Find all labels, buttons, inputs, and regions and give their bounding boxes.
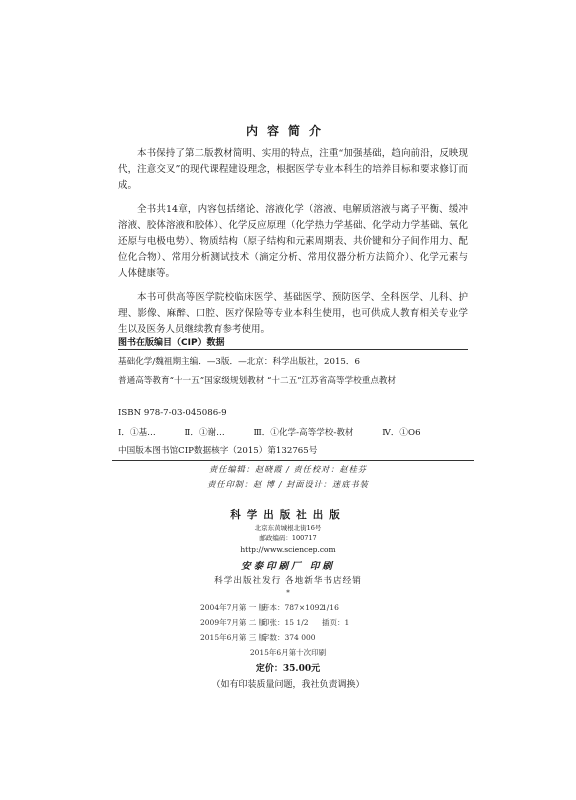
cip-isbn: ISBN 978-7-03-045086-9 [118, 408, 227, 418]
edition-row [200, 632, 400, 643]
edition-extra: 1/16 [322, 603, 339, 612]
edition-format: 字数：374 000 [262, 633, 316, 642]
publisher-postcode: 邮政编码：100717 [259, 534, 317, 542]
printing-note: 2015年6月第十次印刷 [249, 648, 327, 657]
publisher-name: 科学出版社出版 [230, 509, 346, 521]
cip-heading: 图书在版编目（CIP）数据 [118, 338, 225, 348]
edition-date: 2009年7月第 二 版 [200, 618, 267, 627]
summary-paragraph-1 [118, 146, 468, 194]
price: 定价：35.00元 [255, 664, 321, 674]
edition-date: 2015年6月第 三 版 [200, 633, 267, 642]
page-title: 内容简介 [245, 124, 330, 138]
cip-subject: Ⅰ．①基… [118, 428, 156, 438]
cip-bottom-rule [112, 460, 474, 461]
credit-editors: 责任编辑：赵晓霞 / 责任校对：赵桂芬 [209, 464, 367, 474]
cip-number: 中国版本图书馆CIP数据核字（2015）第132765号 [118, 446, 318, 456]
printer-name: 安泰印刷厂 印刷 [241, 561, 335, 572]
separator-star: * [286, 589, 290, 597]
cip-subject: Ⅲ．①化学-高等学校-教材 [253, 428, 354, 438]
edition-format: 印张：15 1/2 [262, 618, 309, 627]
publisher-url: http://www.sciencep.com [240, 545, 336, 554]
summary-text: 本书可供高等医学院校临床医学、基础医学、预防医学、全科医学、儿科、护理、影像、麻醉、口腔、医疗保险等专业本科生使用，也可供成人教育相关专业学生以及医务人员继续教育参考使用。 [118, 292, 468, 335]
edition-extra: 插页：1 [322, 618, 350, 627]
edition-row [200, 602, 400, 613]
cip-subjects [118, 426, 468, 440]
summary-text: 全书共14章，内容包括绪论、溶液化学（溶液、电解质溶液与离子平衡、缓冲溶液、胶体溶液和胶体）、化学反应原理（化学热力学基础、化学动力学基础、氧化还原与电极电势）、物质结构（原子结构和元素周期表、共价键和分子间作用力、配位化合物）、常用分析测试技术（滴定分析、常用仪器分析方法简介）、化学元素与人体健康等。 [118, 204, 468, 279]
quality-notice: （如有印装质量问题，我社负责调换） [211, 680, 365, 690]
cip-subject: Ⅳ．①O6 [382, 428, 421, 438]
credit-printing: 责任印制：赵 博 / 封面设计：迷底书装 [207, 479, 369, 489]
summary-paragraph-3 [118, 290, 468, 338]
summary-paragraph-2 [118, 202, 468, 282]
distribution-note: 科学出版社发行 各地新华书店经销 [214, 576, 362, 586]
cip-divider [118, 349, 468, 350]
summary-text: 本书保持了第二版教材简明、实用的特点，注重“加强基础，趋向前沿，反映现代，注意交叉”的现代课程建设理念，根据医学专业本科生的培养目标和要求修订而成。 [118, 148, 468, 191]
cip-series-line: 普通高等教育“十一五”国家级规划教材 “十二五”江苏省高等学校重点教材 [118, 376, 397, 386]
cip-subject: Ⅱ．①谢… [184, 428, 225, 438]
cip-title-line: 基础化学/魏祖期主编．—3版．—北京：科学出版社，2015．6 [118, 357, 360, 367]
edition-row [200, 617, 400, 628]
edition-format: 开本：787×1092 [262, 603, 325, 612]
edition-date: 2004年7月第 一 版 [200, 603, 267, 612]
publisher-address: 北京东黄城根北街16号 [254, 524, 322, 532]
